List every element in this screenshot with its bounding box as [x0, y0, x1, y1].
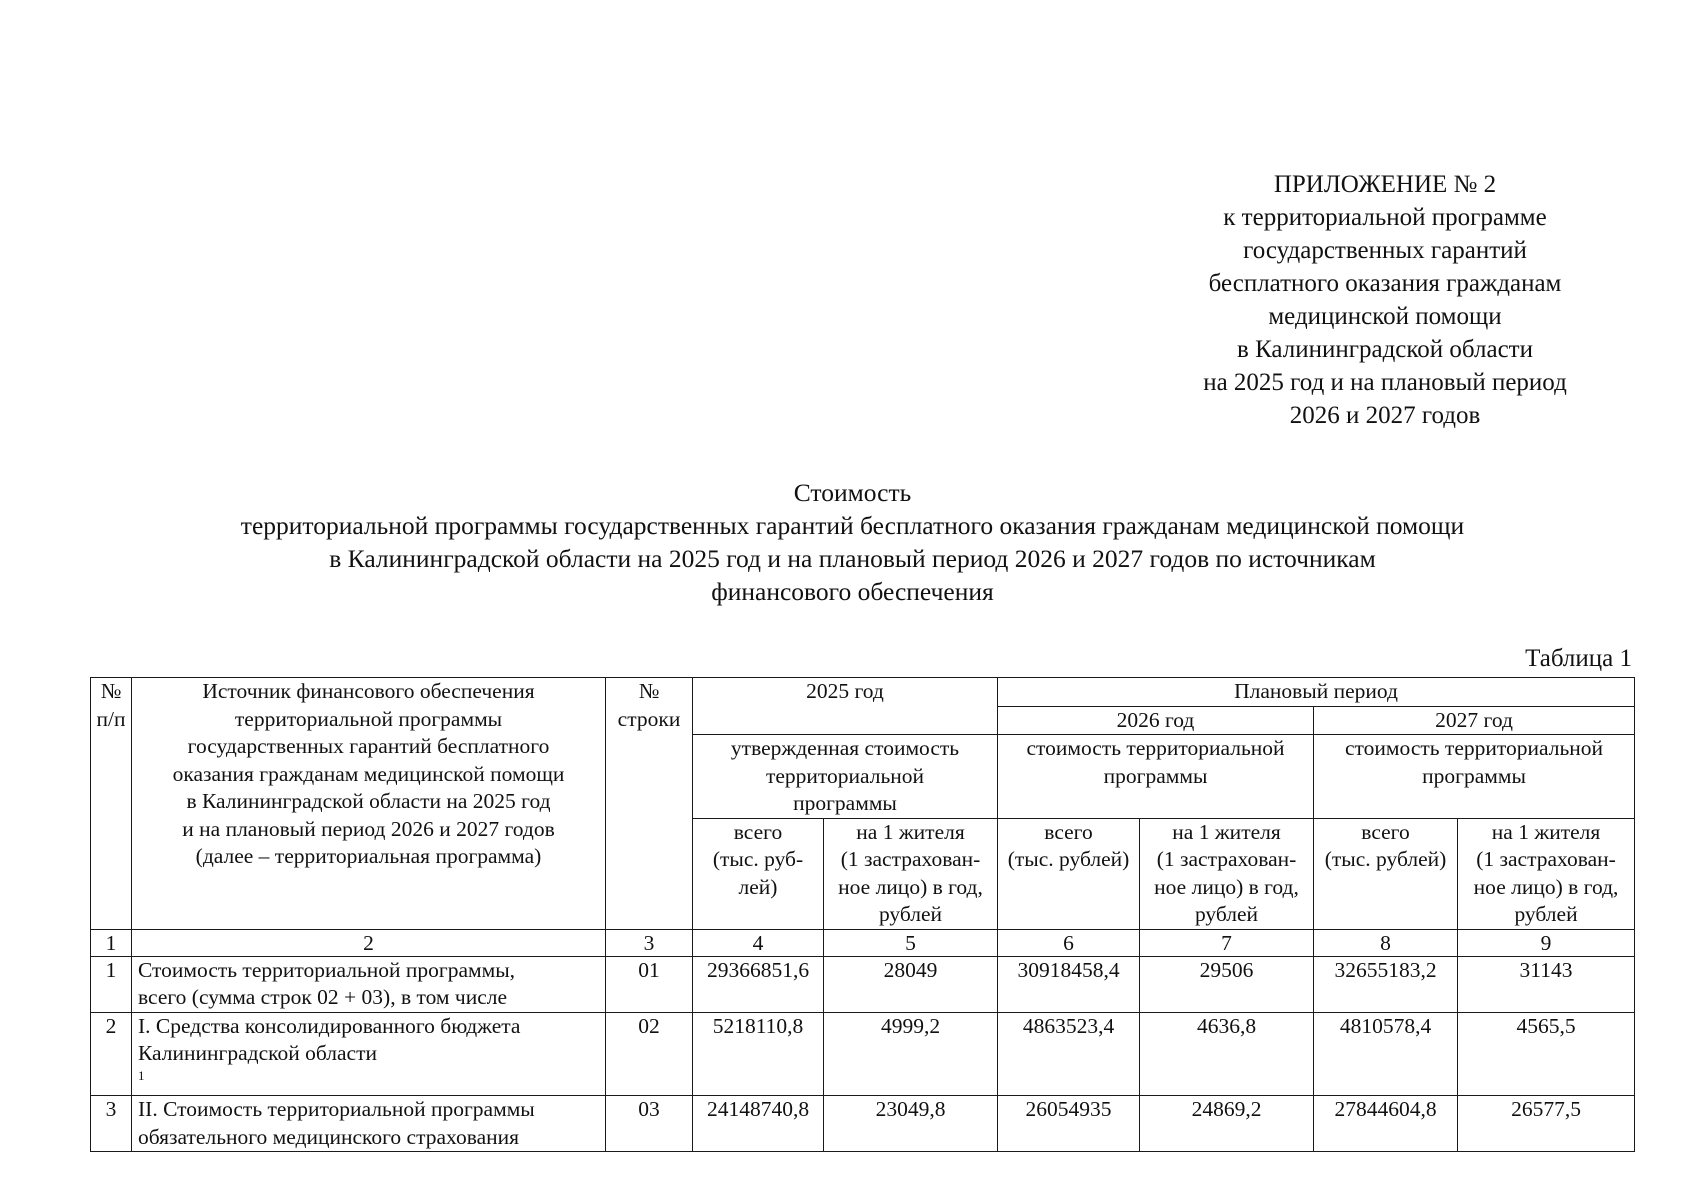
- header-per-capita-2025: на 1 жителя (1 застрахован- ное лицо) в год, рублей: [824, 818, 998, 929]
- row-total-2025: 29366851,6: [693, 956, 824, 1012]
- header-per-capita-2026: на 1 жителя (1 застрахован- ное лицо) в год, рублей: [1140, 818, 1314, 929]
- row-per-capita-2025: 23049,8: [824, 1096, 998, 1152]
- column-number-row: [91, 929, 1635, 956]
- header-year-2026: 2026 год: [998, 706, 1314, 735]
- header-approved-cost: утвержденная стоимость территориальной программы: [693, 735, 998, 819]
- row-source: II. Стоимость территориальной программы обязательного медицинского страхования: [132, 1096, 606, 1152]
- row-per-capita-2026: 24869,2: [1140, 1096, 1314, 1152]
- row-code: 02: [606, 1012, 693, 1096]
- row-per-capita-2027: 26577,5: [1458, 1096, 1635, 1152]
- heading-line: финансового обеспечения: [711, 577, 994, 606]
- column-number: 6: [998, 929, 1140, 956]
- table-row: [91, 1096, 1635, 1152]
- column-number: 5: [824, 929, 998, 956]
- document-heading: [150, 476, 1555, 608]
- header-num: № п/п: [91, 678, 132, 930]
- row-per-capita-2026: 4636,8: [1140, 1012, 1314, 1096]
- table-row: [91, 956, 1635, 1012]
- row-total-2025: 5218110,8: [693, 1012, 824, 1096]
- row-total-2027: 4810578,4: [1314, 1012, 1458, 1096]
- row-source: I. Средства консолидированного бюджета Калининградской области $^1$: [132, 1012, 606, 1096]
- cost-table: [90, 677, 1635, 1152]
- appendix-line: на 2025 год и на плановый период: [1203, 369, 1567, 396]
- column-number: 8: [1314, 929, 1458, 956]
- row-total-2026: 26054935: [998, 1096, 1140, 1152]
- appendix-title: ПРИЛОЖЕНИЕ № 2: [1273, 171, 1497, 198]
- header-row-no: № строки: [606, 678, 693, 930]
- footnote-marker: 1: [138, 1067, 145, 1083]
- appendix-line: к территориальной программе: [1223, 204, 1547, 231]
- column-number: 1: [91, 929, 132, 956]
- row-total-2027: 32655183,2: [1314, 956, 1458, 1012]
- appendix-line: бесплатного оказания гражданам: [1208, 270, 1562, 297]
- row-num: 3: [91, 1096, 132, 1152]
- row-per-capita-2025: 28049: [824, 956, 998, 1012]
- header-year-2025: 2025 год: [693, 678, 998, 735]
- row-total-2026: 4863523,4: [998, 1012, 1140, 1096]
- row-code: 01: [606, 956, 693, 1012]
- column-number: 3: [606, 929, 693, 956]
- column-number: 9: [1458, 929, 1635, 956]
- header-planned-period: Плановый период: [998, 678, 1635, 707]
- header-cost-2027: стоимость территориальной программы: [1314, 735, 1635, 819]
- row-per-capita-2027: 4565,5: [1458, 1012, 1635, 1096]
- column-number: 4: [693, 929, 824, 956]
- row-num: 1: [91, 956, 132, 1012]
- row-num: 2: [91, 1012, 132, 1096]
- appendix-line: в Калининградской области: [1237, 336, 1533, 363]
- header-total-2025: всего (тыс. руб- лей): [693, 818, 824, 929]
- heading-line: территориальной программы государственных гарантий бесплатного оказания гражданам медицинской помощи: [240, 511, 1465, 540]
- appendix-line: государственных гарантий: [1243, 237, 1527, 264]
- header-year-2027: 2027 год: [1314, 706, 1635, 735]
- appendix-line: 2026 и 2027 годов: [1289, 402, 1481, 429]
- column-number: 7: [1140, 929, 1314, 956]
- row-per-capita-2027: 31143: [1458, 956, 1635, 1012]
- table-label: Таблица 1: [1525, 645, 1632, 672]
- row-total-2027: 27844604,8: [1314, 1096, 1458, 1152]
- appendix-header: [1150, 168, 1620, 432]
- header-per-capita-2027: на 1 жителя (1 застрахован- ное лицо) в год, рублей: [1458, 818, 1635, 929]
- heading-line: в Калининградской области на 2025 год и на плановый период 2026 и 2027 годов по источникам: [329, 544, 1376, 573]
- appendix-line: медицинской помощи: [1268, 303, 1502, 330]
- row-total-2025: 24148740,8: [693, 1096, 824, 1152]
- column-number: 2: [132, 929, 606, 956]
- row-total-2026: 30918458,4: [998, 956, 1140, 1012]
- table-row: [91, 1012, 1635, 1096]
- row-source: Стоимость территориальной программы, всего (сумма строк 02 + 03), в том числе: [132, 956, 606, 1012]
- header-total-2026: всего (тыс. рублей): [998, 818, 1140, 929]
- row-per-capita-2026: 29506: [1140, 956, 1314, 1012]
- header-total-2027: всего (тыс. рублей): [1314, 818, 1458, 929]
- heading-title: Стоимость: [793, 478, 912, 507]
- row-code: 03: [606, 1096, 693, 1152]
- row-per-capita-2025: 4999,2: [824, 1012, 998, 1096]
- header-source: Источник финансового обеспечения территориальной программы государственных гарантий бесплатного оказания гражданам медицинской помощи в Калининградской области на 2025 год и на плановый период 2026 и 2027 годов (далее – территориальная программа): [132, 678, 606, 930]
- header-cost-2026: стоимость территориальной программы: [998, 735, 1314, 819]
